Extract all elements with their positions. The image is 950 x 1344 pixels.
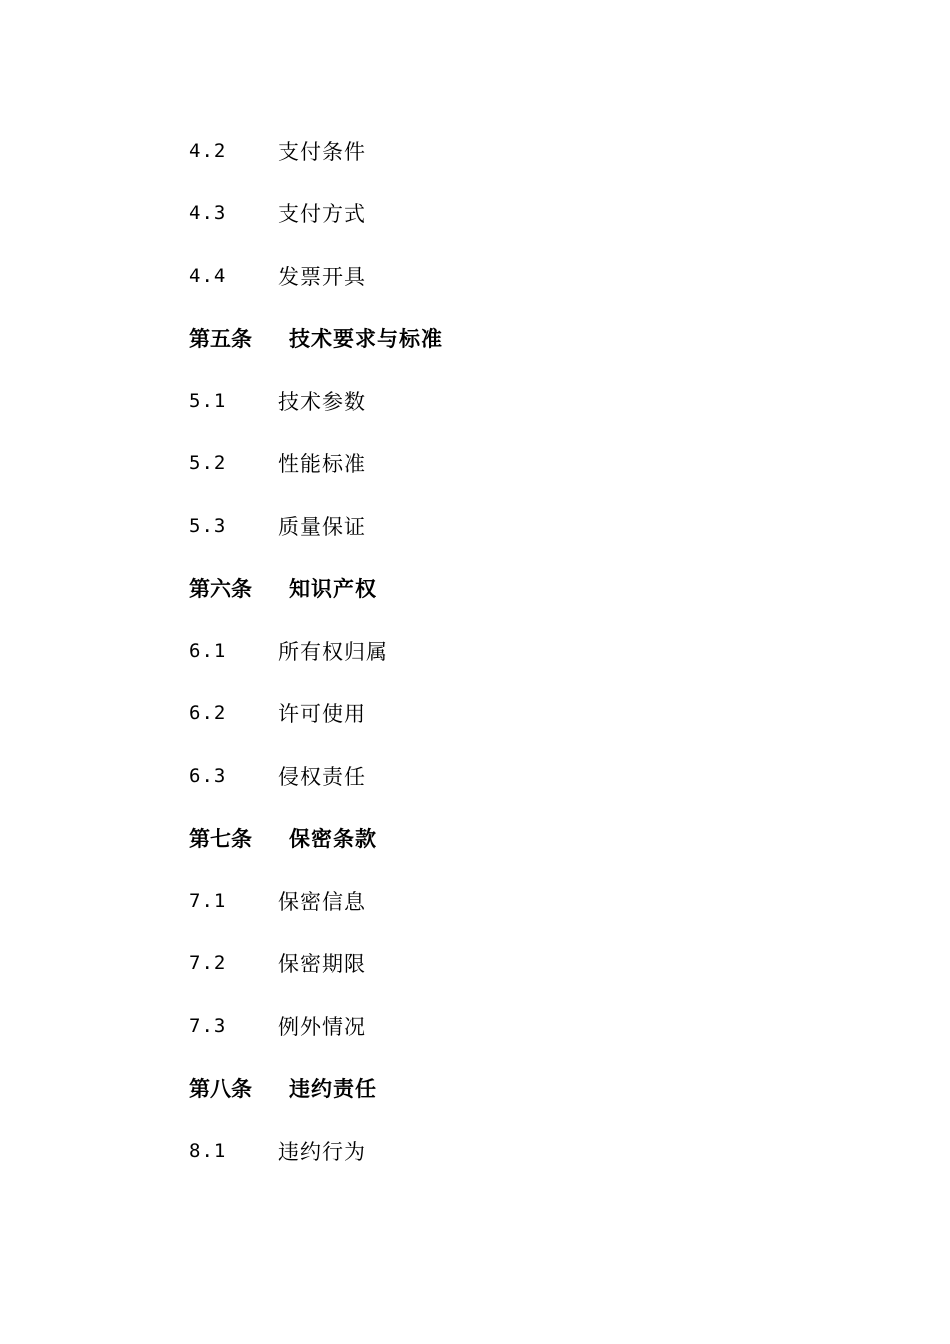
clause-number: 8.1: [189, 1140, 227, 1162]
article-title: 违约责任: [289, 1077, 377, 1101]
clause-7-2: [189, 948, 366, 978]
article-title: 保密条款: [289, 827, 377, 851]
clause-number: 4.2: [189, 140, 227, 162]
clause-number: 5.1: [189, 390, 227, 412]
clause-4-2: [189, 136, 366, 166]
clause-title: 保密信息: [278, 890, 366, 914]
clause-number: 6.2: [189, 702, 227, 724]
clause-number: 6.1: [189, 640, 227, 662]
article-heading-6: [189, 573, 377, 603]
clause-6-1: [189, 636, 388, 666]
article-heading-8: [189, 1073, 377, 1103]
clause-6-3: [189, 761, 366, 791]
clause-5-1: [189, 386, 366, 416]
clause-title: 例外情况: [278, 1015, 366, 1039]
article-heading-5: [189, 323, 443, 353]
clause-7-1: [189, 886, 366, 916]
clause-title: 技术参数: [278, 390, 366, 414]
clause-title: 侵权责任: [278, 765, 366, 789]
article-number: 第七条: [189, 827, 252, 851]
clause-6-2: [189, 698, 366, 728]
clause-8-1: [189, 1136, 366, 1166]
article-number: 第六条: [189, 577, 252, 601]
clause-number: 7.1: [189, 890, 227, 912]
clause-title: 发票开具: [278, 265, 366, 289]
article-number: 第八条: [189, 1077, 252, 1101]
clause-number: 7.2: [189, 952, 227, 974]
clause-title: 所有权归属: [278, 640, 388, 664]
article-title: 技术要求与标准: [289, 327, 443, 351]
clause-number: 5.3: [189, 515, 227, 537]
clause-number: 5.2: [189, 452, 227, 474]
clause-title: 质量保证: [278, 515, 366, 539]
clause-7-3: [189, 1011, 366, 1041]
clause-5-2: [189, 448, 366, 478]
clause-4-4: [189, 261, 366, 291]
clause-title: 性能标准: [278, 452, 366, 476]
clause-number: 4.4: [189, 265, 227, 287]
clause-title: 保密期限: [278, 952, 366, 976]
article-title: 知识产权: [289, 577, 377, 601]
clause-number: 6.3: [189, 765, 227, 787]
article-heading-7: [189, 823, 377, 853]
clause-5-3: [189, 511, 366, 541]
clause-number: 4.3: [189, 202, 227, 224]
clause-number: 7.3: [189, 1015, 227, 1037]
clause-4-3: [189, 198, 366, 228]
clause-title: 支付方式: [278, 202, 366, 226]
clause-title: 违约行为: [278, 1140, 366, 1164]
clause-title: 许可使用: [278, 702, 366, 726]
article-number: 第五条: [189, 327, 252, 351]
clause-title: 支付条件: [278, 140, 366, 164]
